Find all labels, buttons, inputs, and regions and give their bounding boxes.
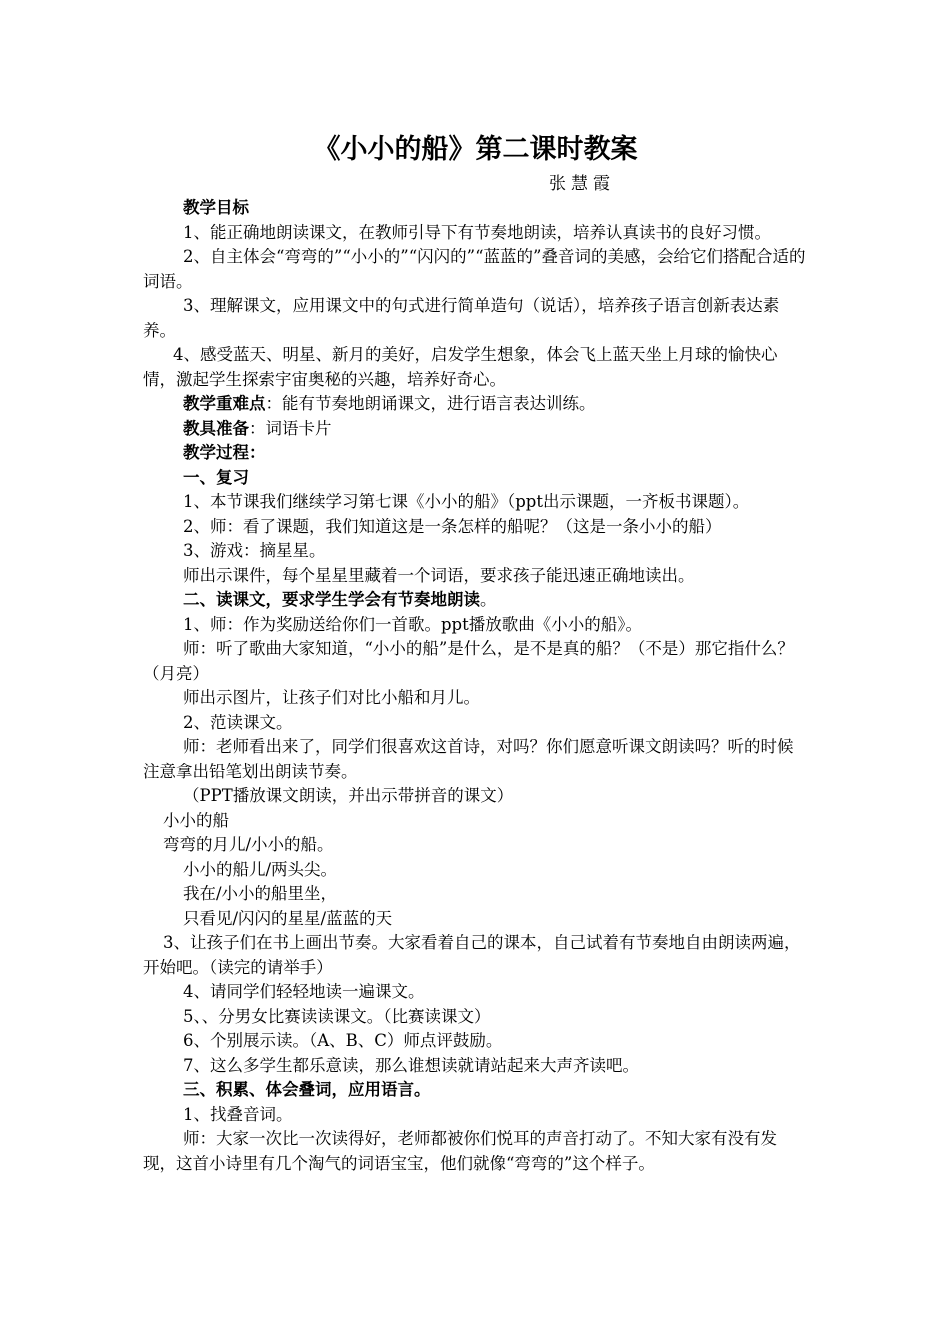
section-line: 1、本节课我们继续学习第七课《小小的船》（ppt出示课题，一齐板书课题）。	[183, 492, 750, 511]
objective-item: 1、能正确地朗读课文，在教师引导下有节奏地朗读，培养认真读书的良好习惯。	[183, 222, 771, 242]
materials-line	[143, 417, 808, 442]
section-line: 7、这么多学生都乐意读，那么谁想读就请站起来大声齐读吧。	[183, 1055, 639, 1075]
objective-item: 2、自主体会“弯弯的”“小小的”“闪闪的”“蓝蓝的”叠音词的美感，会给它们搭配合适的词语。	[143, 247, 806, 291]
objectives-heading: 教学目标	[183, 198, 249, 217]
section-line: 师：听了歌曲大家知道，“小小的船”是什么，是不是真的船？（不是）那它指什么？（月亮）	[143, 639, 794, 683]
section-line: 3、让孩子们在书上画出节奏。大家看着自己的课本，自己试着有节奏地自由朗读两遍，开始吧。（读完的请举手）	[143, 933, 801, 977]
key-points-label: 教学重难点	[183, 394, 266, 413]
document-page	[143, 130, 808, 1176]
section-heading-tail: 。	[480, 590, 497, 609]
poem-line: 小小的船儿/两头尖。	[183, 859, 338, 879]
section-line: 师出示课件，每个星星里藏着一个词语，要求孩子能迅速正确地读出。	[183, 565, 695, 585]
section-line: 师：老师看出来了，同学们很喜欢这首诗，对吗？你们愿意听课文朗读吗？听的时候注意拿出铅笔划出朗读节奏。	[143, 737, 794, 781]
process-heading: 教学过程：	[183, 443, 266, 462]
materials-text: ：词语卡片	[249, 418, 332, 438]
section-line: 3、游戏：摘星星。	[183, 541, 326, 560]
section-line: 2、范读课文。	[183, 712, 293, 732]
section-line: 1、找叠音词。	[183, 1104, 293, 1124]
key-points-text: ：能有节奏地朗诵课文，进行语言表达训练。	[265, 394, 596, 413]
section-heading: 一、复习	[183, 467, 249, 487]
poem-title: 小小的船	[163, 810, 229, 830]
section-heading: 二、读课文，要求学生学会有节奏地朗读	[183, 590, 480, 609]
materials-label: 教具准备	[183, 418, 249, 438]
section-line: 师出示图片，让孩子们对比小船和月儿。	[183, 688, 480, 707]
section-line: 1、师：作为奖励送给你们一首歌。ppt播放歌曲《小小的船》。	[183, 614, 643, 634]
section-line: 4、请同学们轻轻地读一遍课文。	[183, 982, 425, 1001]
section-heading-line	[143, 588, 808, 613]
section-line: 5、、分男女比赛读读课文。（比赛读课文）	[183, 1006, 491, 1026]
poem-line: 我在/小小的船里坐，	[183, 884, 338, 903]
poem-line: 弯弯的月儿/小小的船。	[163, 835, 334, 854]
section-line: 师：大家一次比一次读得好，老师都被你们悦耳的声音打动了。不知大家有没有发现，这首小诗里有几个淘气的词语宝宝，他们就像“弯弯的”这个样子。	[143, 1129, 777, 1173]
section-line: 2、师：看了课题，我们知道这是一条怎样的船呢？（这是一条小小的船）	[183, 516, 722, 536]
section-line: （PPT播放课文朗读，并出示带拼音的课文）	[183, 786, 514, 805]
objective-item: 4、感受蓝天、明星、新月的美好，启发学生想象，体会飞上蓝天坐上月球的愉快心情，激起学生探索宇宙奥秘的兴趣，培养好奇心。	[143, 345, 778, 389]
section-heading: 三、积累、体会叠词，应用语言。	[183, 1080, 431, 1099]
poem-line: 只看见/闪闪的星星/蓝蓝的天	[183, 908, 393, 928]
author-name: 张慧霞	[549, 174, 615, 194]
objective-item: 3、理解课文，应用课文中的句式进行简单造句（说话），培养孩子语言创新表达素养。	[143, 296, 780, 340]
key-points-line	[143, 392, 808, 417]
section-line: 6、个别展示读。（A、B、C）师点评鼓励。	[183, 1031, 503, 1050]
document-title: 《小小的船》第二课时教案	[313, 134, 638, 165]
